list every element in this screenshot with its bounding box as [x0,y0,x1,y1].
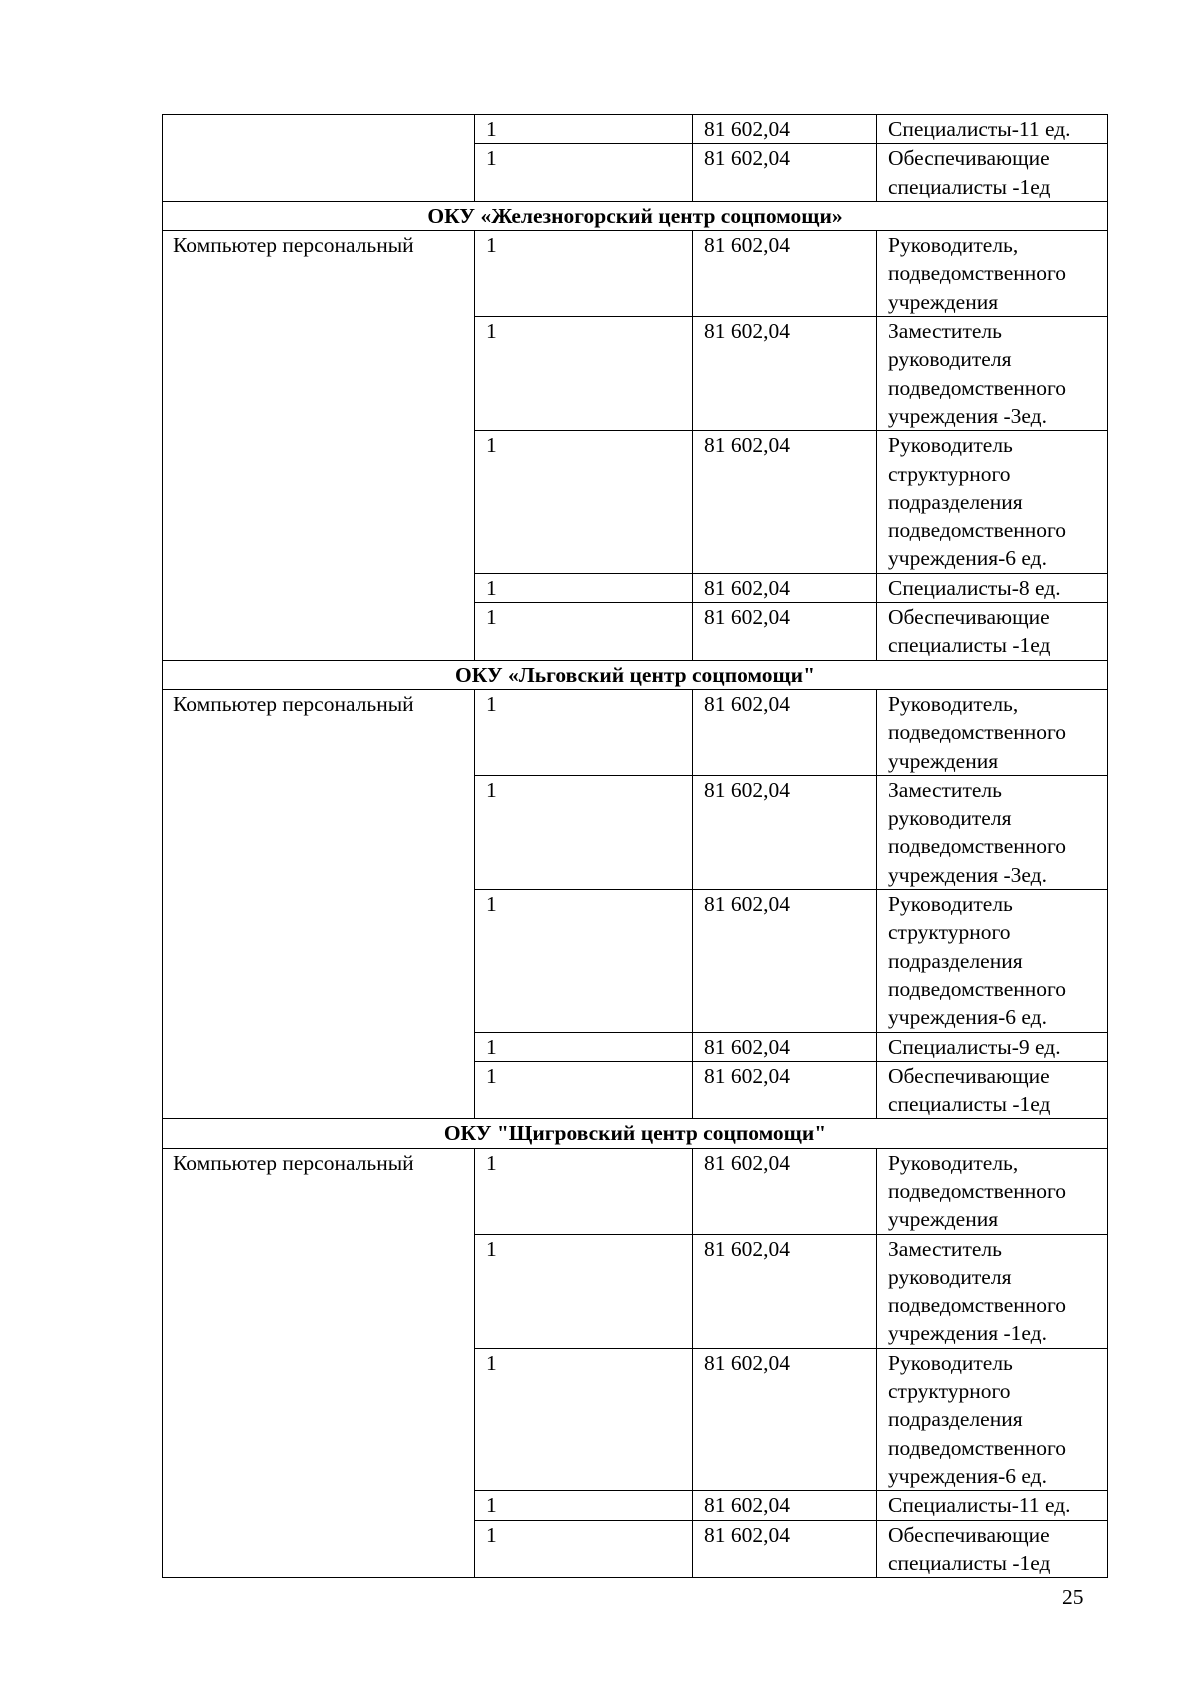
qty-cell: 1 [475,1234,693,1348]
position-cell: Руководитель, подведомственного учреждения [877,689,1108,775]
position-cell: Руководитель структурного подразделения подведомственного учреждения-6 ед. [877,1348,1108,1490]
price-cell: 81 602,04 [693,231,877,317]
qty-cell: 1 [475,231,693,317]
position-cell: Руководитель структурного подразделения подведомственного учреждения-6 ед. [877,431,1108,573]
price-cell: 81 602,04 [693,1148,877,1234]
section-title: ОКУ "Щигровский центр соцпомощи" [163,1119,1108,1148]
position-cell: Заместитель руководителя подведомственного учреждения -3ед. [877,317,1108,431]
qty-cell: 1 [475,775,693,889]
position-cell: Руководитель структурного подразделения подведомственного учреждения-6 ед. [877,890,1108,1032]
price-cell: 81 602,04 [693,689,877,775]
position-cell: Специалисты-11 ед. [877,115,1108,144]
item-cell: Компьютер персональный [163,689,475,1118]
qty-cell: 1 [475,689,693,775]
qty-cell: 1 [475,1520,693,1578]
price-cell: 81 602,04 [693,1348,877,1490]
qty-cell: 1 [475,431,693,573]
table-row [163,1148,1108,1234]
item-cell: Компьютер персональный [163,231,475,660]
item-cell [163,115,475,202]
qty-cell: 1 [475,317,693,431]
qty-cell: 1 [475,573,693,602]
qty-cell: 1 [475,144,693,202]
position-cell: Заместитель руководителя подведомственного учреждения -1ед. [877,1234,1108,1348]
position-cell: Руководитель, подведомственного учреждения [877,231,1108,317]
price-cell: 81 602,04 [693,603,877,661]
position-cell: Специалисты-11 ед. [877,1491,1108,1520]
position-cell: Руководитель, подведомственного учреждения [877,1148,1108,1234]
qty-cell: 1 [475,1491,693,1520]
qty-cell: 1 [475,1148,693,1234]
price-cell: 81 602,04 [693,775,877,889]
section-title: ОКУ «Льговский центр соцпомощи" [163,660,1108,689]
price-cell: 81 602,04 [693,115,877,144]
table-row [163,115,1108,144]
table-row [163,231,1108,317]
position-cell: Обеспечивающие специалисты -1ед [877,1061,1108,1119]
price-cell: 81 602,04 [693,431,877,573]
price-cell: 81 602,04 [693,1061,877,1119]
price-cell: 81 602,04 [693,144,877,202]
qty-cell: 1 [475,890,693,1032]
position-cell: Заместитель руководителя подведомственного учреждения -3ед. [877,775,1108,889]
price-cell: 81 602,04 [693,573,877,602]
price-cell: 81 602,04 [693,1234,877,1348]
section-header-row [163,1119,1108,1148]
table-row [163,689,1108,775]
price-cell: 81 602,04 [693,1520,877,1578]
position-cell: Специалисты-9 ед. [877,1032,1108,1061]
section-header-row [163,201,1108,230]
qty-cell: 1 [475,115,693,144]
section-title: ОКУ «Железногорский центр соцпомощи» [163,201,1108,230]
price-cell: 81 602,04 [693,1491,877,1520]
qty-cell: 1 [475,1348,693,1490]
qty-cell: 1 [475,1032,693,1061]
norms-table [162,114,1108,1578]
position-cell: Обеспечивающие специалисты -1ед [877,1520,1108,1578]
price-cell: 81 602,04 [693,1032,877,1061]
qty-cell: 1 [475,1061,693,1119]
qty-cell: 1 [475,603,693,661]
price-cell: 81 602,04 [693,890,877,1032]
price-cell: 81 602,04 [693,317,877,431]
section-header-row [163,660,1108,689]
page-number: 25 [1062,1585,1084,1609]
item-cell: Компьютер персональный [163,1148,475,1577]
position-cell: Специалисты-8 ед. [877,573,1108,602]
position-cell: Обеспечивающие специалисты -1ед [877,603,1108,661]
position-cell: Обеспечивающие специалисты -1ед [877,144,1108,202]
